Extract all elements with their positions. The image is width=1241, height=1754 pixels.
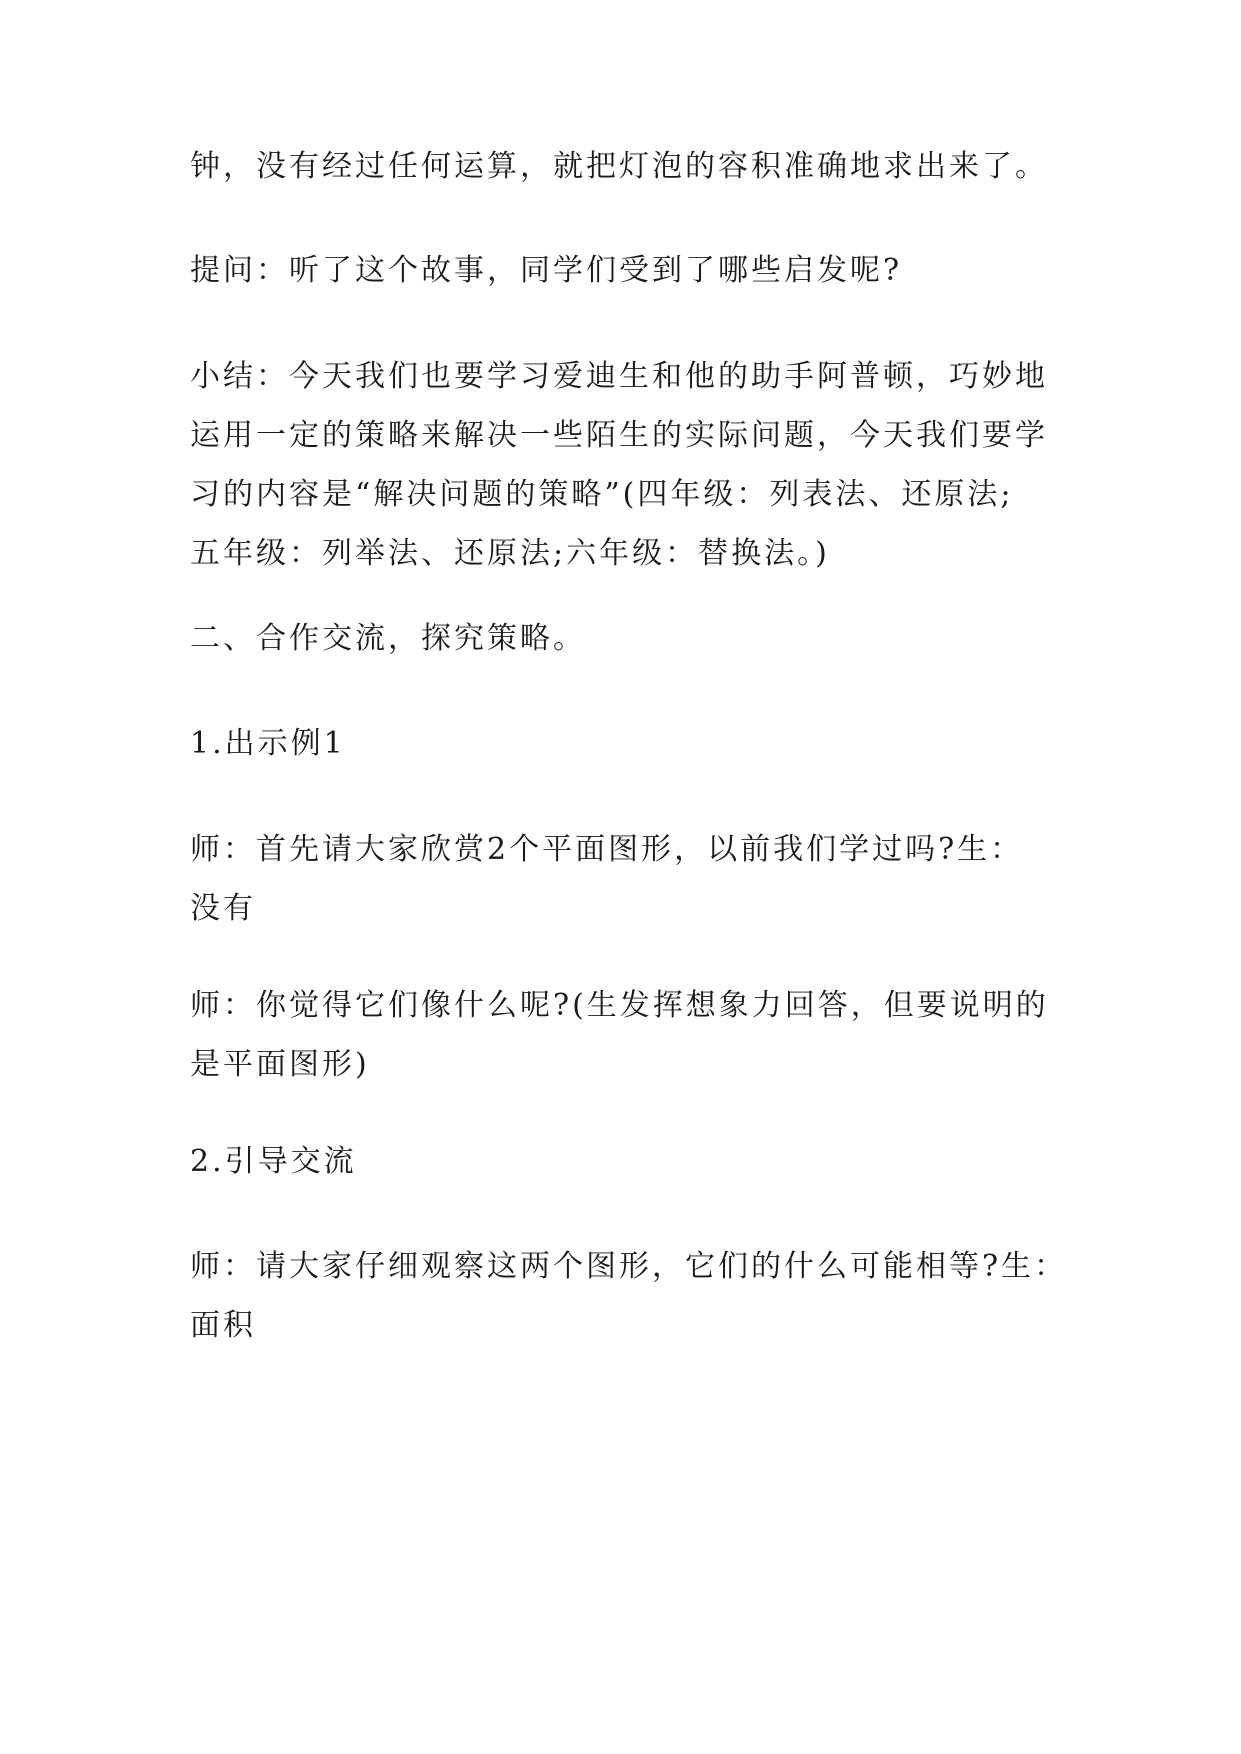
text-line: 钟，没有经过任何运算，就把灯泡的容积准确地求出来了。 xyxy=(190,149,1048,184)
text-line: 二、合作交流，探究策略。 xyxy=(190,621,586,656)
paragraph-teacher-question-2 xyxy=(190,976,1070,1094)
text-line: 小结：今天我们也要学习爱迪生和他的助手阿普顿，巧妙地 xyxy=(190,359,1048,394)
text-line: 1.出示例1 xyxy=(190,726,346,761)
item-heading-guide-discussion xyxy=(190,1132,1070,1191)
text-line: 习的内容是“解决问题的策略”(四年级：列表法、还原法; xyxy=(190,477,1014,512)
section-heading-cooperation xyxy=(190,609,1070,668)
text-line: 师：首先请大家欣赏2个平面图形，以前我们学过吗?生： xyxy=(190,832,1024,867)
paragraph-question xyxy=(190,241,1070,300)
text-line: 是平面图形) xyxy=(190,1047,370,1082)
text-line: 面积 xyxy=(190,1308,256,1343)
paragraph-summary xyxy=(190,347,1070,583)
text-line: 提问：听了这个故事，同学们受到了哪些启发呢? xyxy=(190,253,903,288)
text-line: 没有 xyxy=(190,891,256,926)
text-line: 师：你觉得它们像什么呢?(生发挥想象力回答，但要说明的 xyxy=(190,988,1049,1023)
text-line: 2.引导交流 xyxy=(190,1144,357,1179)
text-line: 师：请大家仔细观察这两个图形，它们的什么可能相等?生： xyxy=(190,1249,1068,1284)
paragraph-teacher-question-1 xyxy=(190,820,1070,938)
paragraph-story-ending xyxy=(190,137,1070,196)
text-line: 运用一定的策略来解决一些陌生的实际问题，今天我们要学 xyxy=(190,418,1048,453)
item-heading-example-1 xyxy=(190,714,1070,773)
paragraph-teacher-question-3 xyxy=(190,1237,1070,1355)
text-line: 五年级：列举法、还原法;六年级：替换法。) xyxy=(190,536,830,571)
